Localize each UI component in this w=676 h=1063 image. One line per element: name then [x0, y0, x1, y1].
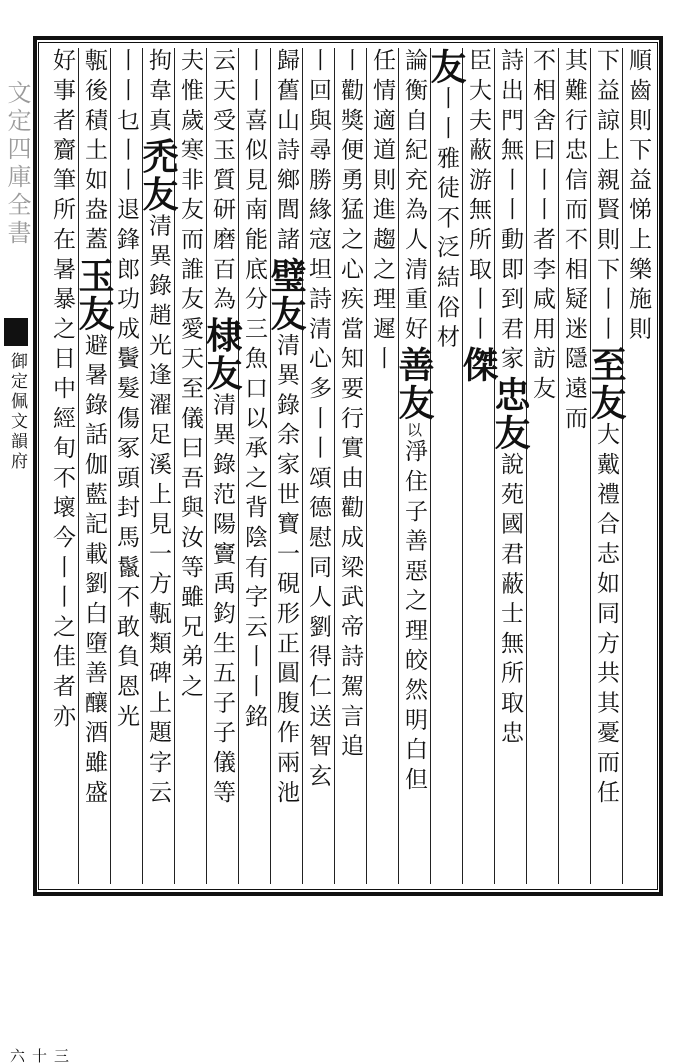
text-column: [265, 48, 307, 884]
text-run: 友愛天至儀曰吾與汝等雖兄弟之: [177, 286, 203, 704]
text-column: [201, 48, 243, 884]
headword: 璧友: [265, 256, 307, 333]
text-column: [393, 48, 435, 884]
headword: 至友: [585, 346, 627, 422]
text-run: 歸舊山詩鄉閭諸: [273, 48, 299, 257]
text-column: [365, 48, 399, 884]
text-column: [525, 48, 559, 884]
text-column: [237, 48, 271, 884]
text-column: [425, 48, 467, 884]
headword: 棣友: [201, 316, 243, 393]
text-column: [333, 48, 367, 884]
text-column: [301, 48, 335, 884]
text-run: 臣大夫蔽游無所取丨丨: [465, 48, 491, 346]
fish-tail-mark: [4, 318, 28, 346]
text-run: 丨丨喜似見南能: [241, 48, 267, 257]
text-run: 云天受玉質研磨百為: [209, 48, 235, 317]
headword: 禿友: [137, 137, 179, 214]
text-run: 丨丨乜: [113, 48, 139, 138]
text-run: 拘韋真: [145, 48, 171, 138]
page-number: 三十六: [8, 1048, 70, 1063]
text-run: 暑暴之日中經旬不壞今丨丨之佳者亦: [49, 256, 75, 734]
text-run: 大戴禮合志如同方共其憂而任: [593, 422, 619, 810]
text-column: [45, 48, 79, 884]
text-run: 清異錄范陽竇禹鈞生五子子儀等: [209, 392, 235, 810]
text-run: 清異錄趙光逢濯足溪上見一方甎類碑上題字云: [145, 213, 171, 810]
text-run: 丨丨退鋒郎功成鬢髮傷冢頭封馬鬣不敢負恩光: [113, 137, 139, 734]
text-run: 夫惟歲寒非友而誰: [177, 48, 203, 287]
text-run: 詩出門無丨丨動即到君家: [497, 48, 523, 376]
headword: 善友: [393, 346, 435, 422]
text-run: 下益諒上親賢則下丨丨: [593, 48, 619, 346]
headword: 玉友: [73, 256, 115, 333]
text-column: [137, 48, 179, 884]
text-run: 淨住子善惡之理皎然明白但: [401, 439, 427, 797]
text-run: 任情適道則進趨之理遲丨: [369, 48, 395, 376]
text-run: 丨勸獎便勇猛之心疾當知要行實由勸成梁武帝詩駕言追: [337, 48, 363, 764]
text-body: [46, 48, 654, 884]
headword: 忠友: [489, 375, 531, 452]
text-run: 其難行忠信而不相疑迷隱遠而: [561, 48, 587, 436]
text-column: [489, 48, 531, 884]
headword: 傑: [457, 346, 499, 384]
text-column: [73, 48, 115, 884]
text-run: 避暑錄話伽藍記載劉白墮善釀酒雖盛: [81, 332, 107, 810]
text-run: 說苑國君蔽士無所取忠: [497, 451, 523, 750]
text-run: 丨丨雅徒不泛結俗材: [433, 86, 459, 355]
text-run: 論衡自紀充為人清重好: [401, 48, 427, 346]
text-column: [585, 48, 627, 884]
book-title: 御定佩文韻府: [7, 352, 27, 472]
text-column: [621, 48, 655, 884]
text-run: 以: [405, 422, 423, 439]
text-column: [557, 48, 591, 884]
text-column: [457, 48, 499, 884]
headword: 友: [425, 48, 467, 86]
text-run: 清異錄余家世寶一硯形正圓腹作兩池: [273, 332, 299, 810]
text-run: 好事者齎筆所在: [49, 48, 75, 257]
text-run: 甎後積土如盎蓋: [81, 48, 107, 257]
text-run: 不相舍曰丨丨者李咸用訪友: [529, 48, 555, 406]
text-run: 順齒則下益悌上樂施則: [625, 48, 651, 346]
text-column: [109, 48, 143, 884]
bleed-through-text: 文定四庫全書: [3, 80, 31, 248]
text-run: 底分三魚口以承之背陰有字云丨丨銘: [241, 256, 267, 734]
text-run: 丨回與尋勝緣寇坦詩清心多丨丨頌德慰同人劉得仁送智玄: [305, 48, 331, 793]
